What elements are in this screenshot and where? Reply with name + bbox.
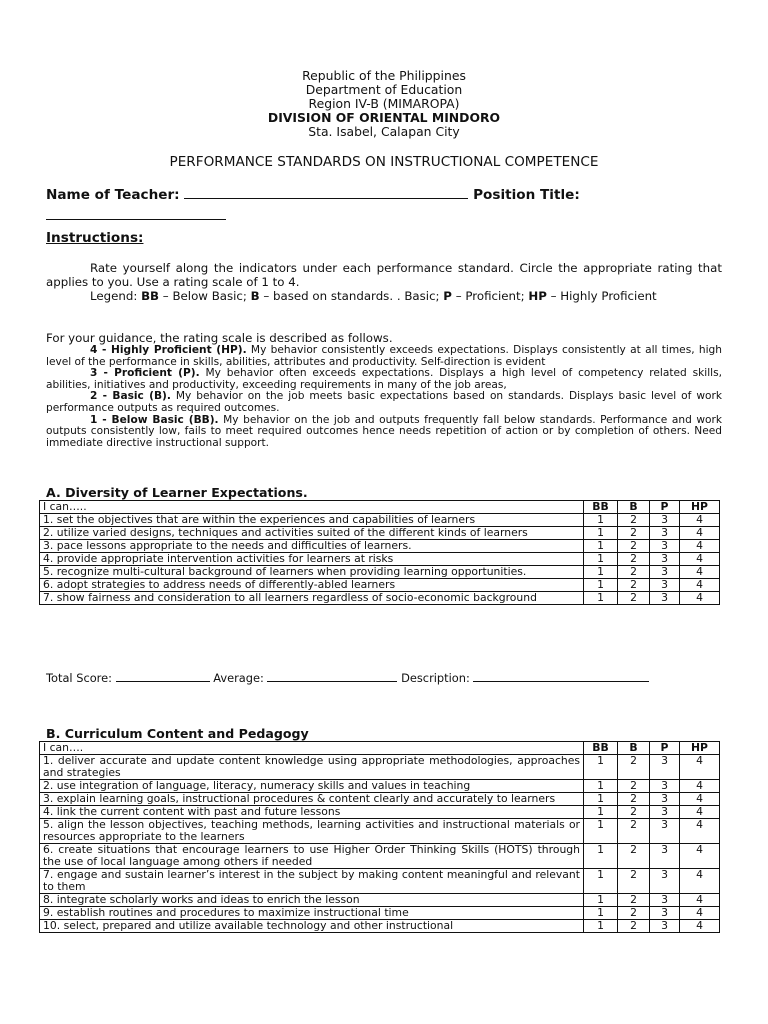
intro-cell: I can….. (40, 501, 584, 514)
rating-option-p[interactable]: 3 (650, 566, 680, 579)
rating-option-hp[interactable]: 4 (680, 755, 720, 780)
rating-option-hp[interactable]: 4 (680, 566, 720, 579)
rating-option-p[interactable]: 3 (650, 894, 680, 907)
legend-b-text: – based on standards. . Basic; (259, 289, 444, 303)
section-a-totals (46, 669, 649, 685)
intro-cell: I can…. (40, 742, 584, 755)
rating-option-hp[interactable]: 4 (680, 514, 720, 527)
header-line-5: Sta. Isabel, Calapan City (308, 124, 460, 139)
rating-option-hp[interactable]: 4 (680, 579, 720, 592)
table-row (40, 755, 720, 780)
rating-option-p[interactable]: 3 (650, 592, 680, 605)
legend-hp-text: – Highly Proficient (546, 289, 657, 303)
legend-p: P (443, 289, 452, 303)
rating-option-bb[interactable]: 1 (584, 819, 618, 844)
indicator-text: 9. establish routines and procedures to maximize instructional time (40, 907, 584, 920)
instructions-heading: Instructions: (46, 230, 144, 246)
legend-hp: HP (528, 289, 547, 303)
guidance-lead: For your guidance, the rating scale is described as follows. (46, 331, 393, 345)
table-row (40, 920, 720, 933)
section-a-table (39, 500, 720, 605)
legend-b: B (250, 289, 260, 303)
table-row (40, 592, 720, 605)
header-line-1: Republic of the Philippines (302, 68, 466, 83)
indicator-text: 4. link the current content with past and future lessons (40, 806, 584, 819)
rating-option-b[interactable]: 2 (618, 514, 650, 527)
rating-option-bb[interactable]: 1 (584, 844, 618, 869)
rating-option-hp[interactable]: 4 (680, 553, 720, 566)
rating-option-b[interactable]: 2 (618, 844, 650, 869)
rating-option-b[interactable]: 2 (618, 540, 650, 553)
indicator-text: 2. use integration of language, literacy, numeracy skills and values in teaching (40, 780, 584, 793)
guidance-level-4 (46, 345, 722, 368)
rating-option-bb[interactable]: 1 (584, 514, 618, 527)
description-label: Description: (401, 671, 470, 685)
table-row (40, 540, 720, 553)
rating-option-b[interactable]: 2 (618, 907, 650, 920)
rating-option-p[interactable]: 3 (650, 793, 680, 806)
header-line-2: Department of Education (305, 82, 463, 97)
rating-option-p[interactable]: 3 (650, 527, 680, 540)
rating-option-p[interactable]: 3 (650, 540, 680, 553)
rating-option-p[interactable]: 3 (650, 514, 680, 527)
rating-guidance (46, 331, 722, 449)
rating-option-bb[interactable]: 1 (584, 869, 618, 894)
rating-option-b[interactable]: 2 (618, 592, 650, 605)
indicator-text: 6. adopt strategies to address needs of differently-abled learners (40, 579, 584, 592)
level-4-text: My behavior consistently exceeds expectations. Displays consistently at all times, high level of the performance in skills, abilities, attributes and productivity. Self-direction is evident (46, 344, 722, 368)
rating-option-bb[interactable]: 1 (584, 780, 618, 793)
rating-option-hp[interactable]: 4 (680, 907, 720, 920)
rating-option-b[interactable]: 2 (618, 793, 650, 806)
legend-bb-text: – Below Basic; (159, 289, 251, 303)
indicator-text: 3. pace lessons appropriate to the needs and difficulties of learners. (40, 540, 584, 553)
rating-option-bb[interactable]: 1 (584, 566, 618, 579)
table-row (40, 894, 720, 907)
indicator-text: 5. recognize multi-cultural background of learners when providing learning opportunities. (40, 566, 584, 579)
average-label: Average: (213, 671, 264, 685)
guidance-level-3 (46, 368, 722, 391)
rating-option-hp[interactable]: 4 (680, 527, 720, 540)
rating-option-hp[interactable]: 4 (680, 592, 720, 605)
indicator-text: 8. integrate scholarly works and ideas to enrich the lesson (40, 894, 584, 907)
indicator-text: 1. set the objectives that are within the experiences and capabilities of learners (40, 514, 584, 527)
column-header-p: P (650, 742, 680, 755)
position-title-blank[interactable] (46, 205, 226, 220)
rating-option-b[interactable]: 2 (618, 566, 650, 579)
rating-option-b[interactable]: 2 (618, 553, 650, 566)
legend (46, 289, 722, 303)
legend-bb: BB (141, 289, 160, 303)
legend-p-text: – Proficient; (451, 289, 529, 303)
level-3-label: 3 - Proficient (P). (90, 367, 200, 380)
table-row (40, 869, 720, 894)
column-header-b: B (618, 501, 650, 514)
column-header-p: P (650, 501, 680, 514)
indicator-text: 2. utilize varied designs, techniques and activities suited of the different kinds of learners (40, 527, 584, 540)
rating-option-hp[interactable]: 4 (680, 806, 720, 819)
column-header-bb: BB (584, 742, 618, 755)
indicator-text: 6. create situations that encourage learners to use Higher Order Thinking Skills (HOTS) through the use of local language among others if needed (40, 844, 584, 869)
rating-option-bb[interactable]: 1 (584, 592, 618, 605)
rating-option-hp[interactable]: 4 (680, 793, 720, 806)
rating-option-b[interactable]: 2 (618, 527, 650, 540)
teacher-info (46, 184, 726, 226)
rating-option-bb[interactable]: 1 (584, 806, 618, 819)
table-row (40, 566, 720, 579)
header-line-3: Region IV-B (MIMAROPA) (308, 96, 460, 111)
rating-option-p[interactable]: 3 (650, 579, 680, 592)
rating-option-hp[interactable]: 4 (680, 540, 720, 553)
legend-prefix: Legend: (90, 289, 138, 303)
rating-option-b[interactable]: 2 (618, 869, 650, 894)
rating-option-bb[interactable]: 1 (584, 579, 618, 592)
column-header-hp: HP (680, 742, 720, 755)
table-row (40, 844, 720, 869)
level-3-text: My behavior often exceeds expectations. Displays a high level of competency related skills, abilities, initiatives and productivity, exceeding requirements in many of the job areas, (46, 367, 722, 391)
rating-option-hp[interactable]: 4 (680, 844, 720, 869)
rating-option-b[interactable]: 2 (618, 894, 650, 907)
header-line-4: DIVISION OF ORIENTAL MINDORO (267, 110, 501, 125)
rating-option-hp[interactable]: 4 (680, 819, 720, 844)
table-header-row (40, 742, 720, 755)
instructions-text: Rate yourself along the indicators under each performance standard. Circle the appropriate rating that applies to you. Use a rating scale of 1 to 4. (46, 261, 722, 289)
rating-option-bb[interactable]: 1 (584, 755, 618, 780)
total-score-blank[interactable] (116, 669, 210, 682)
rating-option-bb[interactable]: 1 (584, 540, 618, 553)
letterhead (0, 69, 768, 139)
rating-option-p[interactable]: 3 (650, 755, 680, 780)
indicator-text: 10. select, prepared and utilize available technology and other instructional (40, 920, 584, 933)
rating-option-p[interactable]: 3 (650, 844, 680, 869)
rating-option-b[interactable]: 2 (618, 780, 650, 793)
rating-option-bb[interactable]: 1 (584, 907, 618, 920)
level-2-text: My behavior on the job meets basic expectations based on standards. Displays basic level of work performance outputs as required outcomes. (46, 390, 722, 414)
rating-option-p[interactable]: 3 (650, 869, 680, 894)
rating-option-hp[interactable]: 4 (680, 869, 720, 894)
column-header-hp: HP (680, 501, 720, 514)
rating-option-bb[interactable]: 1 (584, 527, 618, 540)
table-header-row (40, 501, 720, 514)
rating-option-hp[interactable]: 4 (680, 780, 720, 793)
rating-option-bb[interactable]: 1 (584, 793, 618, 806)
guidance-level-1 (46, 415, 722, 450)
indicator-text: 4. provide appropriate intervention activities for learners at risks (40, 553, 584, 566)
indicator-text: 7. engage and sustain learner’s interest in the subject by making content meaningful and relevant to them (40, 869, 584, 894)
table-row (40, 579, 720, 592)
rating-option-b[interactable]: 2 (618, 806, 650, 819)
rating-option-p[interactable]: 3 (650, 920, 680, 933)
section-b-table (39, 741, 720, 933)
rating-option-b[interactable]: 2 (618, 579, 650, 592)
total-score-label: Total Score: (46, 671, 112, 685)
rating-option-p[interactable]: 3 (650, 819, 680, 844)
table-row (40, 907, 720, 920)
rating-option-hp[interactable]: 4 (680, 920, 720, 933)
rating-option-p[interactable]: 3 (650, 553, 680, 566)
column-header-b: B (618, 742, 650, 755)
table-row (40, 793, 720, 806)
section-a-title: A. Diversity of Learner Expectations. (46, 485, 308, 500)
rating-option-p[interactable]: 3 (650, 806, 680, 819)
rating-option-b[interactable]: 2 (618, 819, 650, 844)
average-blank[interactable] (267, 669, 397, 682)
indicator-text: 5. align the lesson objectives, teaching methods, learning activities and instructional materials or resources appropriate to the learners (40, 819, 584, 844)
rating-option-bb[interactable]: 1 (584, 894, 618, 907)
rating-option-bb[interactable]: 1 (584, 553, 618, 566)
level-1-text: My behavior on the job and outputs frequently fall below standards. Performance and work outputs consistently low, fails to meet required outcomes hence needs repetition of action or by completion of others. Need immediate directive instructional support. (46, 413, 723, 449)
teacher-name-blank[interactable] (184, 184, 468, 199)
guidance-level-2 (46, 391, 722, 414)
table-row (40, 806, 720, 819)
indicator-text: 3. explain learning goals, instructional procedures & content clearly and accurately to learners (40, 793, 584, 806)
rating-option-p[interactable]: 3 (650, 907, 680, 920)
table-row (40, 527, 720, 540)
section-b-title: B. Curriculum Content and Pedagogy (46, 726, 309, 741)
indicator-text: 7. show fairness and consideration to all learners regardless of socio-economic background (40, 592, 584, 605)
rating-option-hp[interactable]: 4 (680, 894, 720, 907)
rating-option-bb[interactable]: 1 (584, 920, 618, 933)
rating-option-b[interactable]: 2 (618, 755, 650, 780)
table-row (40, 819, 720, 844)
level-4-label: 4 - Highly Proficient (HP). (90, 344, 247, 356)
table-row (40, 780, 720, 793)
level-1-label: 1 - Below Basic (BB). (90, 413, 219, 426)
page-title: PERFORMANCE STANDARDS ON INSTRUCTIONAL COMPETENCE (169, 154, 599, 170)
rating-option-p[interactable]: 3 (650, 780, 680, 793)
level-2-label: 2 - Basic (B). (90, 390, 171, 403)
column-header-bb: BB (584, 501, 618, 514)
indicator-text: 1. deliver accurate and update content knowledge using appropriate methodologies, approaches and strategies (40, 755, 584, 780)
description-blank[interactable] (473, 669, 649, 682)
position-title-label: Position Title: (473, 187, 580, 203)
table-row (40, 553, 720, 566)
table-row (40, 514, 720, 527)
rating-option-b[interactable]: 2 (618, 920, 650, 933)
teacher-name-label: Name of Teacher: (46, 187, 180, 203)
